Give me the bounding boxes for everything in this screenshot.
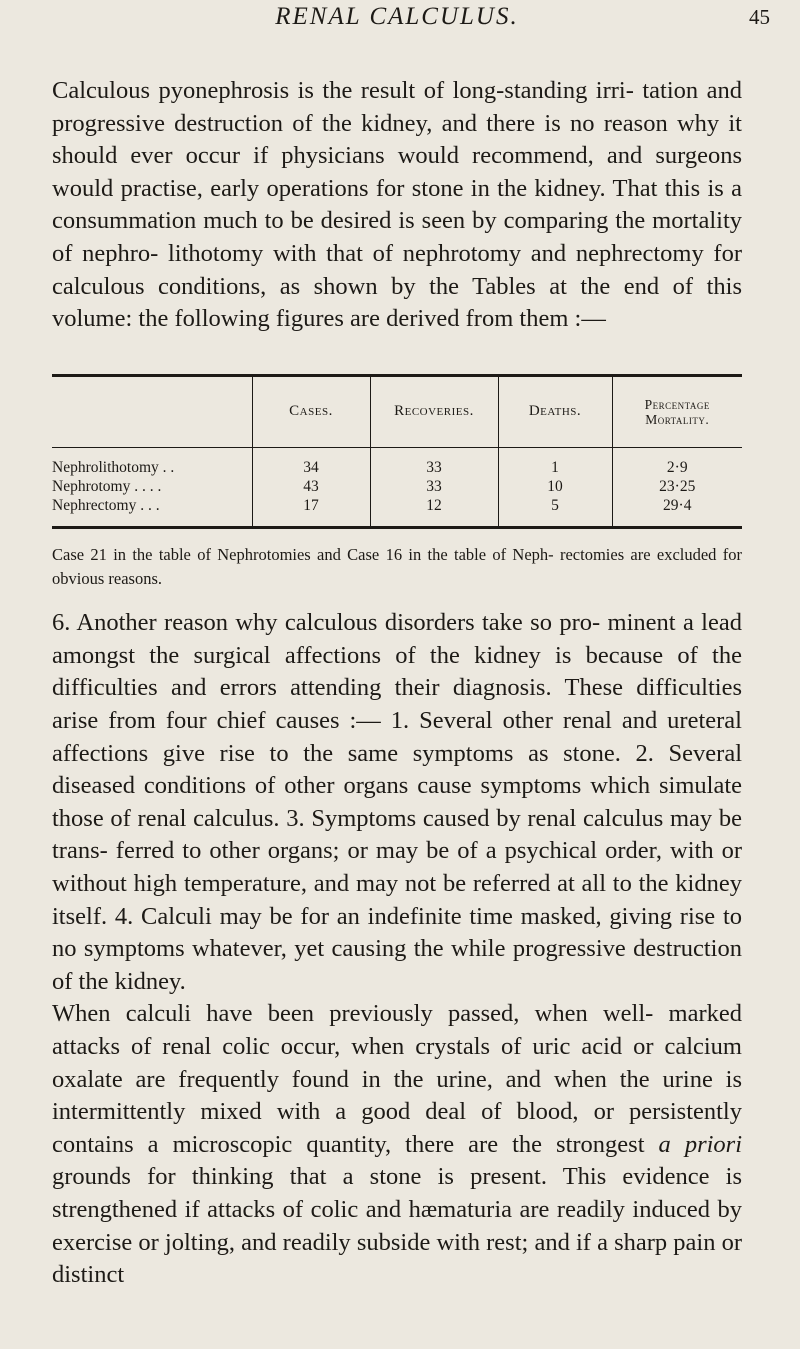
row-mortality: 29·4 — [612, 496, 742, 528]
table-row — [52, 496, 742, 528]
row-operation: Nephrectomy . . . — [52, 496, 252, 528]
row-mortality: 23·25 — [612, 477, 742, 496]
calculi-paragraph-end: grounds for thinking that a stone is present. This evidence is strengthened if attacks of colic and hæmaturia are readily induced by exercise or jolting, and readily subside with rest; and if a sharp pain or distinct — [52, 1163, 742, 1289]
row-recoveries: 12 — [370, 496, 498, 528]
header-recoveries: Recoveries. — [370, 375, 498, 447]
row-mortality: 2·9 — [612, 447, 742, 477]
table-row — [52, 447, 742, 477]
calculi-paragraph-start: When calculi have been previously passed, when well- marked attacks of renal colic occur, when crystals of uric acid or calcium oxalate are frequently found in the urine, and when the urine is intermittently mixed with a good deal of blood, or persistently contains a microscopic quantity, there are the strongest — [52, 1000, 742, 1158]
running-title: RENAL CALCULUS. — [275, 3, 519, 30]
row-cases: 43 — [252, 477, 370, 496]
running-head — [52, 0, 770, 44]
mortality-table — [52, 374, 742, 529]
header-percentage-line1: Percentage — [644, 396, 710, 412]
row-operation: Nephrolithotomy . . — [52, 458, 175, 476]
header-operation — [52, 375, 252, 447]
row-cases: 34 — [252, 447, 370, 477]
row-deaths: 5 — [498, 496, 612, 528]
row-recoveries: 33 — [370, 447, 498, 477]
calculi-paragraph — [52, 998, 742, 1291]
row-recoveries: 33 — [370, 477, 498, 496]
page-number: 45 — [749, 5, 770, 29]
a-priori-italic: a priori — [658, 1130, 743, 1158]
intro-paragraph: Calculous pyonephrosis is the result of long-standing irri- tation and progressive destruction of the kidney, and there is no reason why it should ever occur if physicians would recommend, and surgeons would practise, early operations for stone in the kidney. That this is a consummation much to be desired is seen by comparing the mortality of nephro- lithotomy with that of nephrotomy and nephrectomy for calculous conditions, as shown by the Tables at the end of this volume: the following figures are derived from them :— — [52, 77, 742, 333]
header-cases: Cases. — [252, 375, 370, 447]
row-deaths: 10 — [498, 477, 612, 496]
header-deaths: Deaths. — [498, 375, 612, 447]
table-note: Case 21 in the table of Nephrotomies and Case 16 in the table of Neph- rectomies are excluded for obvious reasons. — [52, 544, 742, 588]
row-cases: 17 — [252, 496, 370, 528]
row-deaths: 1 — [498, 447, 612, 477]
header-percentage-mortality — [612, 375, 742, 447]
row-operation: Nephrotomy . . . . — [52, 477, 162, 495]
mortality-table-wrap — [52, 374, 742, 529]
table-row — [52, 477, 742, 496]
section-6-paragraph: 6. Another reason why calculous disorders take so pro- minent a lead amongst the surgical affections of the kidney is because of the difficulties and errors attending their diagnosis. These difficulties arise from four chief causes :— 1. Several other renal and ureteral affections give rise to the same symptoms as stone. 2. Several diseased conditions of other organs cause symptoms which simulate those of renal calculus. 3. Symptoms caused by renal calculus may be trans- ferred to other organs; or may be of a psychical order, with or without high temperature, and may not be referred at all to the kidney itself. 4. Calculi may be for an indefinite time masked, giving rise to no symptoms whatever, yet causing the while progressive destruction of the kidney. — [52, 609, 742, 995]
header-percentage-line2: Mortality. — [645, 411, 710, 427]
